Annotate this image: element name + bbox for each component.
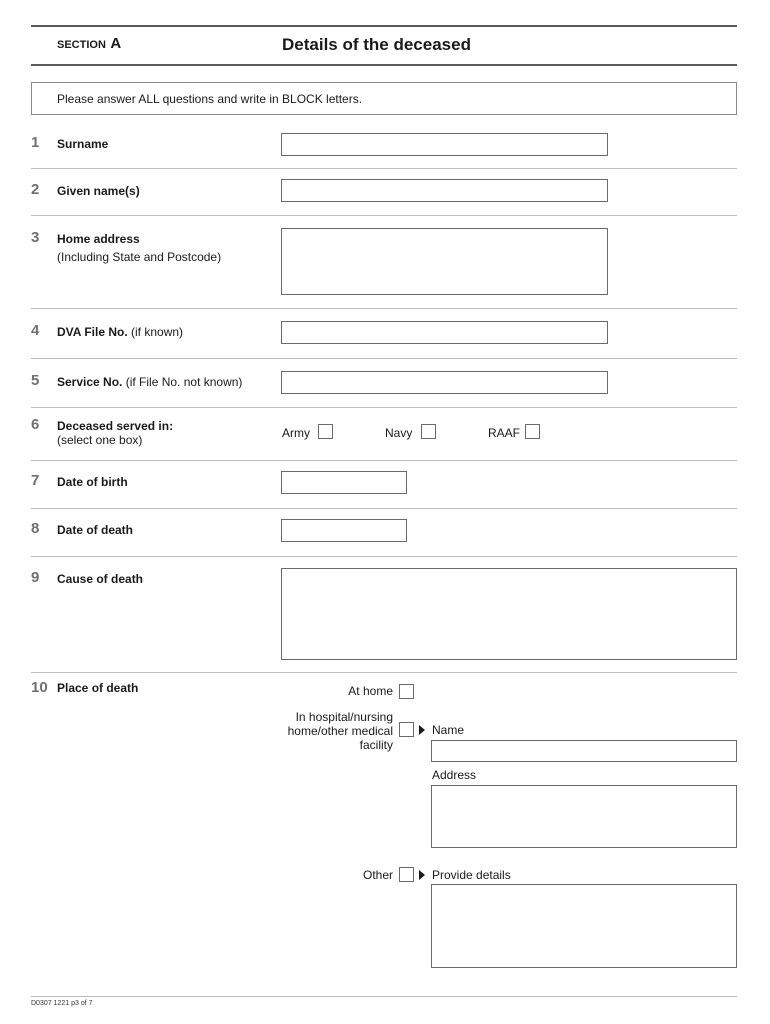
dva-file-label-text: DVA File No.	[57, 325, 128, 339]
question-number: 6	[31, 416, 40, 433]
raaf-label: RAAF	[488, 426, 521, 440]
facility-address-label: Address	[432, 768, 477, 782]
cause-of-death-input[interactable]	[281, 568, 737, 660]
instruction-text: Please answer ALL questions and write in BLOCK letters.	[57, 92, 363, 106]
footer-code: D0307 1221 p3 of 7	[31, 1000, 93, 1007]
date-of-birth-input[interactable]	[281, 471, 407, 494]
facility-address-input[interactable]	[431, 785, 737, 848]
at-home-checkbox[interactable]	[399, 684, 414, 699]
facility-name-label: Name	[432, 723, 465, 737]
divider	[31, 358, 737, 359]
served-in-sublabel: (select one box)	[57, 433, 143, 447]
dva-file-note: (if known)	[131, 325, 184, 339]
header-rule	[31, 64, 737, 66]
top-rule	[31, 25, 737, 27]
question-number: 9	[31, 569, 40, 586]
hospital-label-line: home/other medical	[287, 724, 393, 738]
divider	[31, 460, 737, 461]
service-no-label-text: Service No.	[57, 375, 123, 389]
raaf-checkbox[interactable]	[525, 424, 540, 439]
given-names-label: Given name(s)	[57, 184, 140, 198]
date-of-death-input[interactable]	[281, 519, 407, 542]
served-in-label: Deceased served in:	[57, 419, 174, 433]
service-no-input[interactable]	[281, 371, 608, 394]
dva-file-input[interactable]	[281, 321, 608, 344]
divider	[31, 508, 737, 509]
question-number: 8	[31, 520, 40, 537]
given-names-input[interactable]	[281, 179, 608, 202]
army-checkbox[interactable]	[318, 424, 333, 439]
arrow-right-icon	[419, 725, 425, 735]
question-number: 3	[31, 229, 40, 246]
place-of-death-label: Place of death	[57, 681, 139, 695]
army-label: Army	[282, 426, 310, 440]
dva-file-label	[57, 325, 183, 339]
other-label: Other	[362, 868, 393, 882]
instruction-box	[31, 82, 737, 115]
divider	[31, 215, 737, 216]
cause-of-death-label: Cause of death	[57, 572, 144, 586]
surname-input[interactable]	[281, 133, 608, 156]
hospital-checkbox[interactable]	[399, 722, 414, 737]
other-details-input[interactable]	[431, 884, 737, 968]
surname-label: Surname	[57, 137, 109, 151]
question-number: 1	[31, 134, 40, 151]
question-number: 5	[31, 372, 40, 389]
home-address-sublabel: (Including State and Postcode)	[57, 250, 222, 264]
divider	[31, 407, 737, 408]
divider	[31, 556, 737, 557]
home-address-label: Home address	[57, 232, 140, 246]
service-no-label	[57, 375, 242, 389]
hospital-label-line: facility	[359, 738, 393, 752]
service-no-note: (if File No. not known)	[125, 375, 243, 389]
section-heading	[57, 35, 121, 53]
facility-name-input[interactable]	[431, 740, 737, 762]
question-number: 7	[31, 472, 40, 489]
divider	[31, 168, 737, 169]
other-checkbox[interactable]	[399, 867, 414, 882]
provide-details-label: Provide details	[432, 868, 511, 882]
section-letter: A	[110, 35, 122, 52]
page-title: Details of the deceased	[282, 35, 471, 54]
date-of-birth-label: Date of birth	[57, 475, 128, 489]
divider	[31, 308, 737, 309]
navy-checkbox[interactable]	[421, 424, 436, 439]
divider	[31, 672, 737, 673]
section-word: SECTION	[57, 39, 106, 51]
arrow-right-icon	[419, 870, 425, 880]
footer-rule	[31, 996, 737, 997]
question-number: 10	[31, 679, 48, 696]
question-number: 4	[31, 322, 40, 339]
question-number: 2	[31, 181, 40, 198]
navy-label: Navy	[385, 426, 413, 440]
home-address-input[interactable]	[281, 228, 608, 295]
date-of-death-label: Date of death	[57, 523, 134, 537]
hospital-label	[270, 710, 393, 752]
at-home-label: At home	[348, 684, 393, 698]
hospital-label-line: In hospital/nursing	[295, 710, 393, 724]
